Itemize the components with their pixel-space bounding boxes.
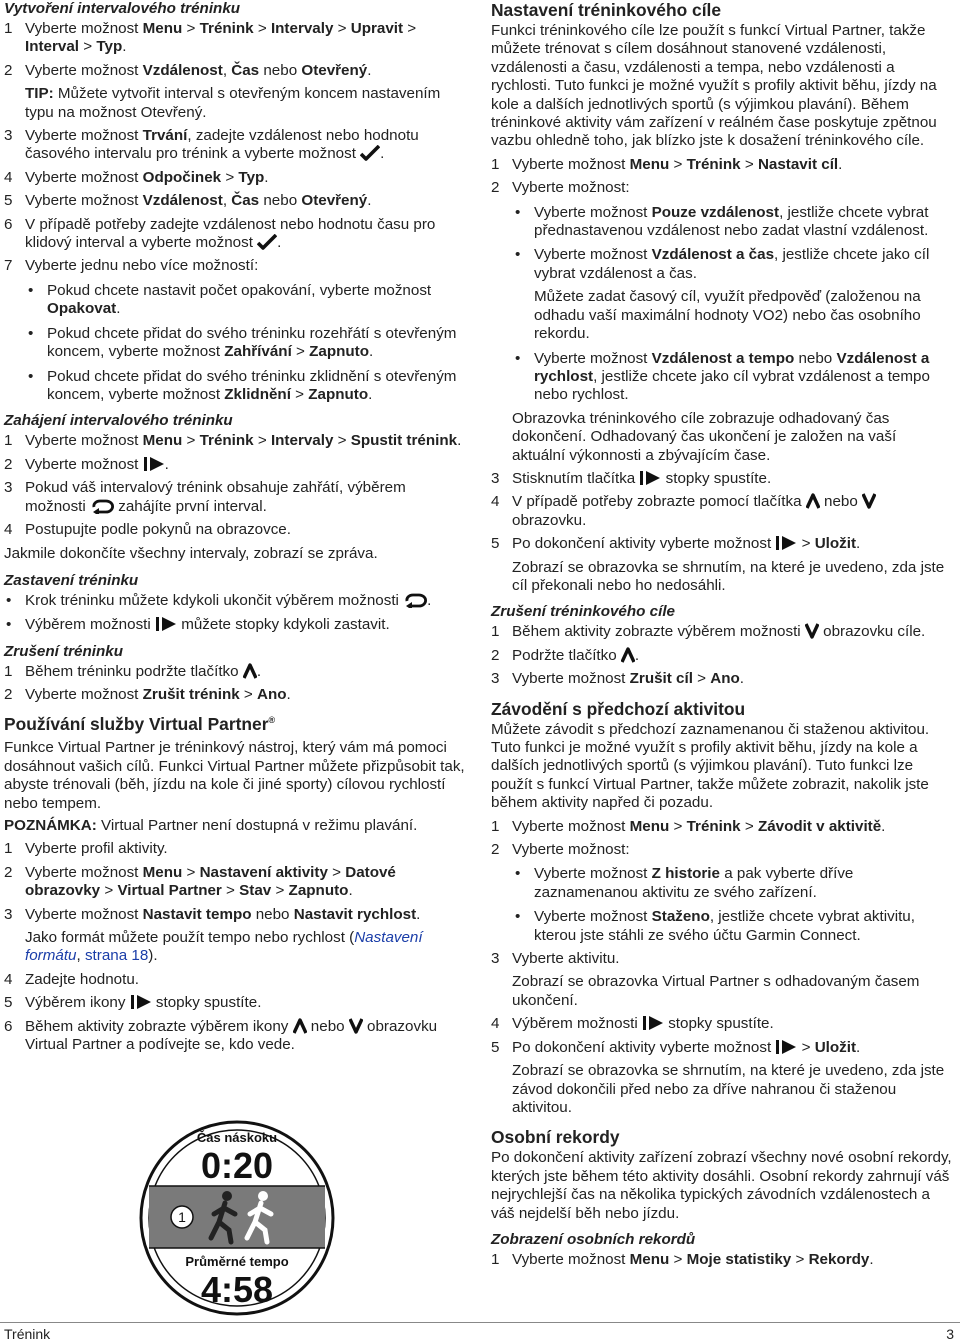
up-icon xyxy=(243,663,257,679)
step: 5 Výběrem ikony stopky spustíte. xyxy=(4,994,262,1012)
step: 6 Během aktivity zobrazte výběrem ikony nebo obrazovku Virtual Partner a podívejte se, kdo vede. xyxy=(4,1017,438,1054)
bullet-detail: Můžete zadat časový cíl, využít předpověď (založenou na odhadu vaší maximální hodnoty VO2) nebo čas osobního rekordu. xyxy=(534,288,921,343)
page-number: 3 xyxy=(946,1326,954,1342)
step: 2 Vyberte možnost Zrušit trénink > Ano. xyxy=(4,685,291,703)
step-detail: Obrazovka tréninkového cíle zobrazuje odhadovaný čas dokončení. Odhadovaný čas ukončení je založen na vaší aktuální výkonnosti a zbývajícím čase. xyxy=(512,409,897,464)
down-icon xyxy=(862,493,876,509)
section-title: Zastavení tréninku xyxy=(4,571,139,589)
up-icon xyxy=(621,647,635,663)
footer-section-name: Trénink xyxy=(4,1326,51,1342)
section-title: Zobrazení osobních rekordů xyxy=(491,1230,696,1248)
step: 2 Vyberte možnost Menu > Nastavení aktivity > Datové obrazovky > Virtual Partner > Stav > Zapnuto. xyxy=(4,863,396,900)
bullet-item: • Krok tréninku můžete kdykoli ukončit výběrem možnosti . xyxy=(6,591,432,609)
step: 3 Vyberte možnost Trvání, zadejte vzdálenost nebo hodnotu časového intervalu pro trénink a vyberte možnost . xyxy=(4,127,419,163)
step: 2 Vyberte možnost Vzdálenost, Čas nebo Otevřený. xyxy=(4,61,372,79)
page-footer xyxy=(0,1322,960,1342)
right-column xyxy=(491,0,953,1269)
section-title: Vytvoření intervalového tréninku xyxy=(4,0,241,17)
step: 4 Zadejte hodnotu. xyxy=(4,970,139,988)
step: 1 Vyberte možnost Menu > Trénink > Intervaly > Spustit trénink. xyxy=(4,432,462,450)
lap-icon xyxy=(90,498,114,514)
play-icon xyxy=(642,1015,664,1031)
play-icon xyxy=(775,1039,797,1055)
step: 1 Během aktivity zobrazte výběrem možnosti obrazovku cíle. xyxy=(491,623,926,641)
check-icon xyxy=(360,145,380,161)
section-records-view xyxy=(491,1231,953,1269)
paragraph: Po dokončení aktivity zařízení zobrazí všechny nové osobní rekordy, kterých jste během této aktivity dosáhli. Osobní rekordy zahrnují váš nejrychlejší čas na několika typických závodních vzdálenostech a váš nejdelší běh nebo jízdu. xyxy=(491,1149,952,1222)
paragraph: Funkci tréninkového cíle lze použít s funkcí Virtual Partner, takže můžete trénovat s cílem dosáhnout stanovené vzdálenosti, vzdálenosti a času, vzdálenosti a tempa, nebo vzdálenosti a rychlosti. Tuto funkci je možné využít s profily aktivit běhu, jízdy na kole a dalších jednotlivých sportů (s výjimkou plavání). Během tréninkové aktivity vám zařízení v reálném čase poskytuje zpětnou vazbu ohledně toho, jak blízko jste k dosažení tréninkového cíle. xyxy=(491,22,937,150)
play-icon xyxy=(639,470,661,486)
bullet-item: • Pokud chcete přidat do svého tréninku rozehřátí s otevřeným koncem, vyberte možnost Zahřívání > Zapnuto. xyxy=(28,324,457,361)
step: 3 Vyberte aktivitu. xyxy=(491,950,620,968)
paragraph: Můžete závodit s předchozí zaznamenanou či staženou aktivitou. Tuto funkci je možné využít s profily aktivit běhu, jízdy na kole a dalších jednotlivých sportů (s výjimkou plavání). Tuto funkci lze použít s funkcí Virtual Partner, takže můžete zobrazit, nakolik jste během aktivity napřed či pozadu. xyxy=(491,720,930,812)
step: 6 V případě potřeby zadejte vzdálenost nebo hodnotu času pro klidový interval a vyberte možnost . xyxy=(4,215,436,252)
step: 5 Po dokončení aktivity vyberte možnost > Uložit. xyxy=(491,535,861,553)
step-detail: Zobrazí se obrazovka se shrnutím, na které je uvedeno, zda jste závod dokončili před nebo za dříve nahranou či staženou aktivitou. xyxy=(512,1062,945,1116)
callout-number: 1 xyxy=(178,1209,186,1225)
paragraph: Funkce Virtual Partner je tréninkový nástroj, který vám má pomoci dosáhnout vašich cílů. Funkci Virtual Partner můžete přizpůsobit tak, abyste trénovali (běh, jízdu na kole či jiné sporty) cílovou rychlostí nebo tempem. xyxy=(4,739,465,812)
step-detail: Zobrazí se obrazovka se shrnutím, na které je uvedeno, zda jste cíl překonali nebo ho nedosáhli. xyxy=(512,558,945,594)
step: 1 Vyberte profil aktivity. xyxy=(4,840,168,858)
lap-icon xyxy=(403,592,427,608)
note-text: POZNÁMKA: Virtual Partner není dostupná v režimu plavání. xyxy=(4,817,418,834)
play-icon xyxy=(143,456,165,472)
section-title: Zrušení tréninku xyxy=(4,642,123,660)
section-interval-start xyxy=(4,412,468,563)
step: 4 V případě potřeby zobrazte pomocí tlačítka nebo obrazovku. xyxy=(491,493,953,530)
section-records xyxy=(491,1127,953,1223)
section-cancel xyxy=(4,643,468,705)
watch-top-label: Čas náskoku xyxy=(196,1130,278,1145)
step: 2 Vyberte možnost: xyxy=(491,841,630,859)
step: 5 Vyberte možnost Vzdálenost, Čas nebo Otevřený. xyxy=(4,192,372,210)
step: 1 Vyberte možnost Menu > Trénink > Závodit v aktivitě. xyxy=(491,817,886,835)
section-heading: Osobní rekordy xyxy=(491,1127,620,1148)
section-goal-cancel xyxy=(491,603,953,688)
step: 4 Postupujte podle pokynů na obrazovce. xyxy=(4,520,291,538)
step: 3 Pokud váš intervalový trénink obsahuje zahřátí, výběrem možnosti zahájíte první interval. xyxy=(4,479,406,515)
bullet-item: • Pokud chcete přidat do svého tréninku zklidnění s otevřeným koncem, vyberte možnost Zklidnění > Zapnuto. xyxy=(28,367,457,403)
play-icon xyxy=(775,535,797,551)
play-icon xyxy=(130,994,152,1010)
step: 3 Vyberte možnost Nastavit tempo nebo Nastavit rychlost. xyxy=(4,905,421,923)
paragraph: Jakmile dokončíte všechny intervaly, zobrazí se zpráva. xyxy=(4,545,378,563)
left-column xyxy=(4,0,468,1054)
step: 2 Vyberte možnost . xyxy=(4,455,169,473)
section-title: Zrušení tréninkového cíle xyxy=(491,603,675,621)
step: 3 Vyberte možnost Zrušit cíl > Ano. xyxy=(491,670,744,688)
step: 5 Po dokončení aktivity vyberte možnost > Uložit. xyxy=(491,1038,861,1056)
step: 1 Vyberte možnost Menu > Moje statistiky > Rekordy. xyxy=(491,1250,874,1268)
up-icon xyxy=(806,493,820,509)
section-heading: Závodění s předchozí aktivitou xyxy=(491,698,746,719)
step: 1 Vyberte možnost Menu > Trénink > Nastavit cíl. xyxy=(491,155,843,173)
check-icon xyxy=(257,234,277,250)
step: 2 Vyberte možnost: xyxy=(491,179,630,197)
watch-bottom-value: 4:58 xyxy=(200,1269,274,1310)
down-icon xyxy=(805,623,819,639)
section-heading: Nastavení tréninkového cíle xyxy=(491,0,722,20)
tip-text: TIP: Můžete vytvořit interval s otevřeným koncem nastavením typu na možnost Otevřený. xyxy=(25,85,441,121)
bullet-item: • Vyberte možnost Z historie a pak vyberte dříve zaznamenanou aktivitu ze svého zařízení. xyxy=(515,865,854,901)
bullet-item: • Vyberte možnost Pouze vzdálenost, jestliže chcete vybrat přednastavenou vzdálenost nebo zadat vlastní vzdálenost. xyxy=(515,203,929,240)
bullet-item: • Vyberte možnost Staženo, jestliže chcete vybrat aktivitu, kterou jste stáhli ze svého účtu Garmin Connect. xyxy=(515,908,915,944)
step: 2 Podržte tlačítko . xyxy=(491,646,640,664)
step: 1 Vyberte možnost Menu > Trénink > Intervaly > Upravit > Interval > Typ. xyxy=(4,20,417,56)
section-race xyxy=(491,699,953,1118)
bullet-item: • Pokud chcete nastavit počet opakování, vyberte možnost Opakovat. xyxy=(28,281,432,318)
watch-top-value: 0:20 xyxy=(200,1145,274,1186)
watch-virtual-partner-screen xyxy=(139,1120,335,1316)
bullet-item: • Vyberte možnost Vzdálenost a tempo nebo Vzdálenost a rychlost, jestliže chcete jako cíl vybrat vzdálenost a tempo nebo rychlost. xyxy=(515,349,930,404)
section-title: Zahájení intervalového tréninku xyxy=(4,412,233,430)
up-icon xyxy=(293,1018,307,1034)
bullet-item: • Vyberte možnost Vzdálenost a čas, jestliže chcete jako cíl vybrat vzdálenost a čas. xyxy=(515,246,930,282)
step-detail: Zobrazí se obrazovka Virtual Partner s odhadovaným časem ukončení. xyxy=(512,973,920,1009)
section-virtual-partner xyxy=(4,714,468,1054)
step: 1 Během tréninku podržte tlačítko . xyxy=(4,662,262,680)
step: 4 Vyberte možnost Odpočinek > Typ. xyxy=(4,168,269,186)
link-page-18[interactable]: strana 18 xyxy=(84,947,149,965)
step: 7 Vyberte jednu nebo více možností: xyxy=(4,257,259,275)
step: 3 Stisknutím tlačítka stopky spustíte. xyxy=(491,469,772,487)
section-stop xyxy=(4,572,468,635)
play-icon xyxy=(155,616,177,632)
step-detail: Jako formát můžete použít tempo nebo rychlost (Nastavení formátu, strana 18). xyxy=(25,929,423,965)
link-format-settings[interactable]: Nastavení formátu xyxy=(25,929,423,965)
watch-bottom-label: Průměrné tempo xyxy=(185,1254,289,1269)
bullet-item: • Výběrem možnosti můžete stopky kdykoli zastavit. xyxy=(6,616,390,634)
section-interval-create xyxy=(4,0,468,404)
section-heading: Používání služby Virtual Partner® xyxy=(4,714,276,735)
down-icon xyxy=(349,1018,363,1034)
section-goal xyxy=(491,0,953,595)
step: 4 Výběrem možnosti stopky spustíte. xyxy=(491,1015,774,1033)
